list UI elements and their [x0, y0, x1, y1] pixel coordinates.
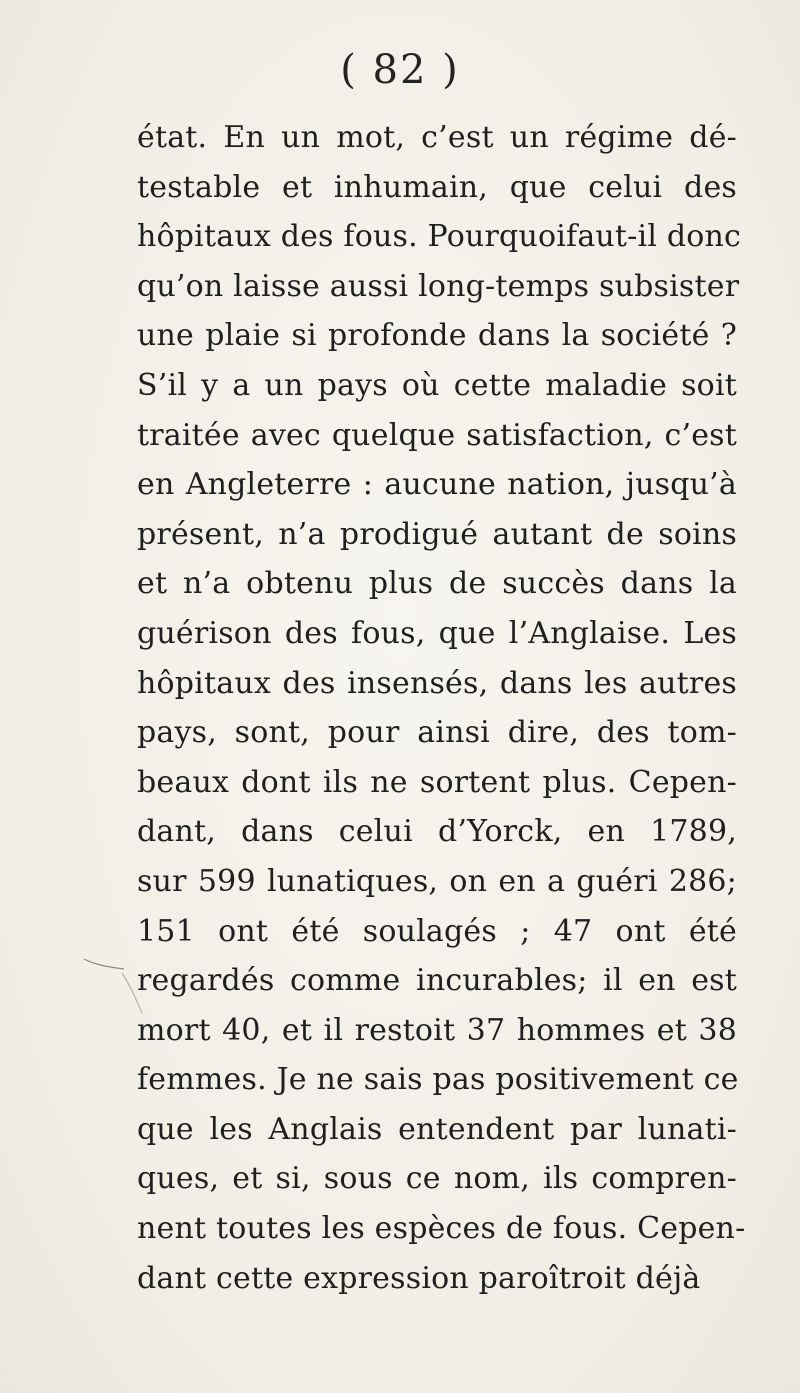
text-line: une plaie si profonde dans la société ? [137, 318, 737, 354]
text-line: pays, sont, pour ainsi dire, des tom- [137, 715, 737, 751]
pencil-mark-icon [82, 955, 144, 1015]
text-line: nent toutes les espèces de fous. Cepen- [137, 1211, 746, 1247]
text-line: S’il y a un pays où cette maladie soit [137, 367, 737, 403]
text-line: traitée avec quelque satisfaction, c’est [137, 417, 737, 453]
text-line: hôpitaux des fous. Pourquoifaut-il donc [137, 219, 742, 255]
text-line: en Angleterre : aucune nation, jusqu’à [137, 467, 737, 503]
text-line: femmes. Je ne sais pas positivement ce [137, 1062, 739, 1098]
body-text [137, 113, 746, 1303]
text-line: dant cette expression paroîtroit déjà [137, 1260, 701, 1296]
text-line: présent, n’a prodigué autant de soins [137, 516, 737, 552]
page-number: ( 82 ) [340, 47, 460, 93]
text-line: qu’on laisse aussi long-temps subsister [137, 268, 740, 304]
text-line: dant, dans celui d’Yorck, en 1789, [137, 814, 737, 850]
text-line: mort 40, et il restoit 37 hommes et 38 [137, 1012, 737, 1048]
text-line: ques, et si, sous ce nom, ils compren- [137, 1161, 737, 1197]
text-line: état. En un mot, c’est un régime dé- [137, 120, 737, 155]
text-line: beaux dont ils ne sortent plus. Cepen- [137, 764, 737, 800]
text-line: 151 ont été soulagés ; 47 ont été [137, 913, 737, 949]
text-line: hôpitaux des insensés, dans les autres [137, 665, 737, 701]
text-line: guérison des fous, que l’Anglaise. Les [137, 615, 737, 651]
text-line: que les Anglais entendent par lunati- [137, 1111, 737, 1147]
text-line: et n’a obtenu plus de succès dans la [137, 566, 737, 602]
text-line: sur 599 lunatiques, on en a guéri 286; [137, 863, 737, 899]
text-line: regardés comme incurables; il en est [137, 963, 737, 999]
text-line: testable et inhumain, que celui des [137, 169, 737, 205]
